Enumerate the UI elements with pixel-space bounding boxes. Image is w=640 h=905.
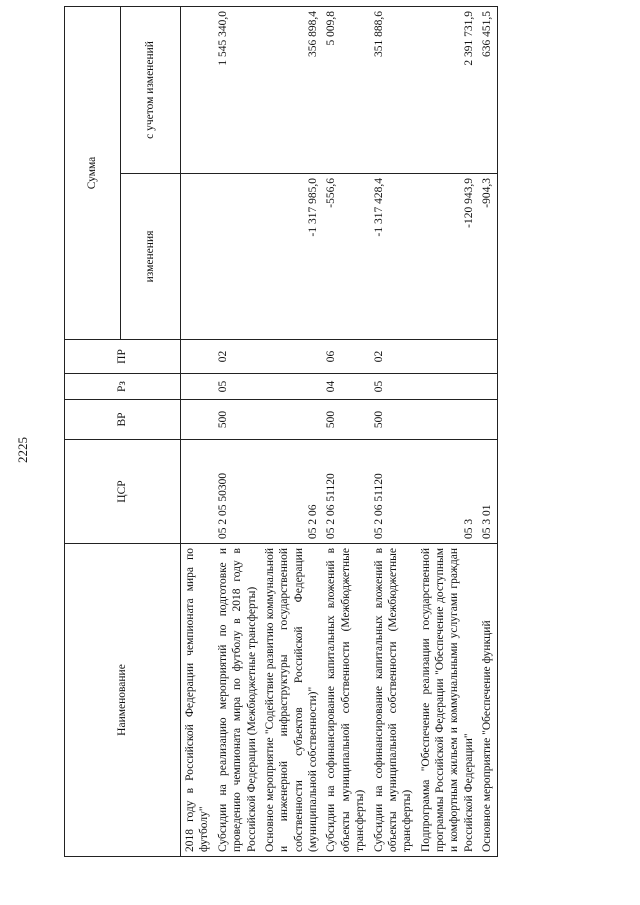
cell-name: Субсидии на реализацию мероприятий по подготовке и проведению чемпионата мира по футболу в 2018 году в Российской Федерации (Межбюджетные трансферты): [214, 544, 261, 857]
cell-with-change: [181, 6, 214, 173]
header-change: изменения: [121, 174, 181, 340]
cell-rz: [417, 374, 479, 400]
cell-csr: 05 2 06: [261, 440, 323, 544]
cell-with-change: 5 009,8: [322, 6, 369, 173]
header-vr: ВР: [65, 400, 181, 440]
cell-pr: [181, 340, 214, 374]
cell-name: Субсидии на софинансирование капитальных вложений в объекты муниципальной собственности (Межбюджетные трансферты): [370, 544, 417, 857]
cell-pr: 02: [214, 340, 261, 374]
cell-rz: 05: [370, 374, 417, 400]
cell-with-change: 1 545 340,0: [214, 6, 261, 173]
header-with-change: с учетом изменений: [121, 6, 181, 173]
cell-name: Основное мероприятие "Содействие развитию коммунальной и инженерной инфраструктуры государственной собственности субъектов Российской Федерации (муниципальной собственности)": [261, 544, 323, 857]
cell-csr: 05 2 06 51120: [370, 440, 417, 544]
cell-rz: 04: [322, 374, 369, 400]
cell-change: -556,6: [322, 174, 369, 340]
table-row: [417, 6, 479, 856]
cell-rz: [478, 374, 497, 400]
cell-vr: [181, 400, 214, 440]
table-body: [181, 6, 498, 856]
cell-pr: 02: [370, 340, 417, 374]
cell-pr: [417, 340, 479, 374]
cell-with-change: 2 391 731,9: [417, 6, 479, 173]
cell-vr: 500: [214, 400, 261, 440]
table-row: [181, 6, 214, 856]
cell-change: -1 317 985,0: [261, 174, 323, 340]
cell-with-change: 351 888,6: [370, 6, 417, 173]
cell-rz: 05: [214, 374, 261, 400]
header-rz: Рз: [65, 374, 181, 400]
header-row-top: [65, 6, 121, 856]
table-row: [214, 6, 261, 856]
cell-change: [214, 174, 261, 340]
table-row: [478, 6, 497, 856]
cell-change: [181, 174, 214, 340]
cell-rz: [261, 374, 323, 400]
header-name: Наименование: [65, 544, 181, 857]
cell-name: Подпрограмма "Обеспечение реализации государственной программы Российской Федерации "Обеспечение доступным и комфортным жильем и коммунальными услугами граждан Российской Федерации": [417, 544, 479, 857]
cell-vr: 500: [322, 400, 369, 440]
cell-name: 2018 году в Российской Федерации чемпионата мира по футболу": [181, 544, 214, 857]
cell-vr: [261, 400, 323, 440]
header-pr: ПР: [65, 340, 181, 374]
budget-table: [64, 6, 498, 857]
cell-pr: [261, 340, 323, 374]
header-sum: Сумма: [65, 6, 121, 339]
cell-csr: 05 3 01: [478, 440, 497, 544]
cell-vr: [478, 400, 497, 440]
table-row: [261, 6, 323, 856]
cell-vr: [417, 400, 479, 440]
cell-pr: 06: [322, 340, 369, 374]
cell-pr: [478, 340, 497, 374]
cell-name: Основное мероприятие "Обеспечение функций: [478, 544, 497, 857]
cell-csr: [181, 440, 214, 544]
table-row: [322, 6, 369, 856]
cell-rz: [181, 374, 214, 400]
page-number: 2225: [15, 437, 30, 463]
header-csr: ЦСР: [65, 440, 181, 544]
cell-vr: 500: [370, 400, 417, 440]
cell-csr: 05 2 06 51120: [322, 440, 369, 544]
cell-with-change: 356 898,4: [261, 6, 323, 173]
cell-change: -1 317 428,4: [370, 174, 417, 340]
table-row: [370, 6, 417, 856]
cell-with-change: 636 451,5: [478, 6, 497, 173]
cell-name: Субсидии на софинансирование капитальных вложений в объекты муниципальной собственности (Межбюджетные трансферты): [322, 544, 369, 857]
cell-csr: 05 2 05 50300: [214, 440, 261, 544]
cell-change: -904,3: [478, 174, 497, 340]
cell-change: -120 943,9: [417, 174, 479, 340]
cell-csr: 05 3: [417, 440, 479, 544]
